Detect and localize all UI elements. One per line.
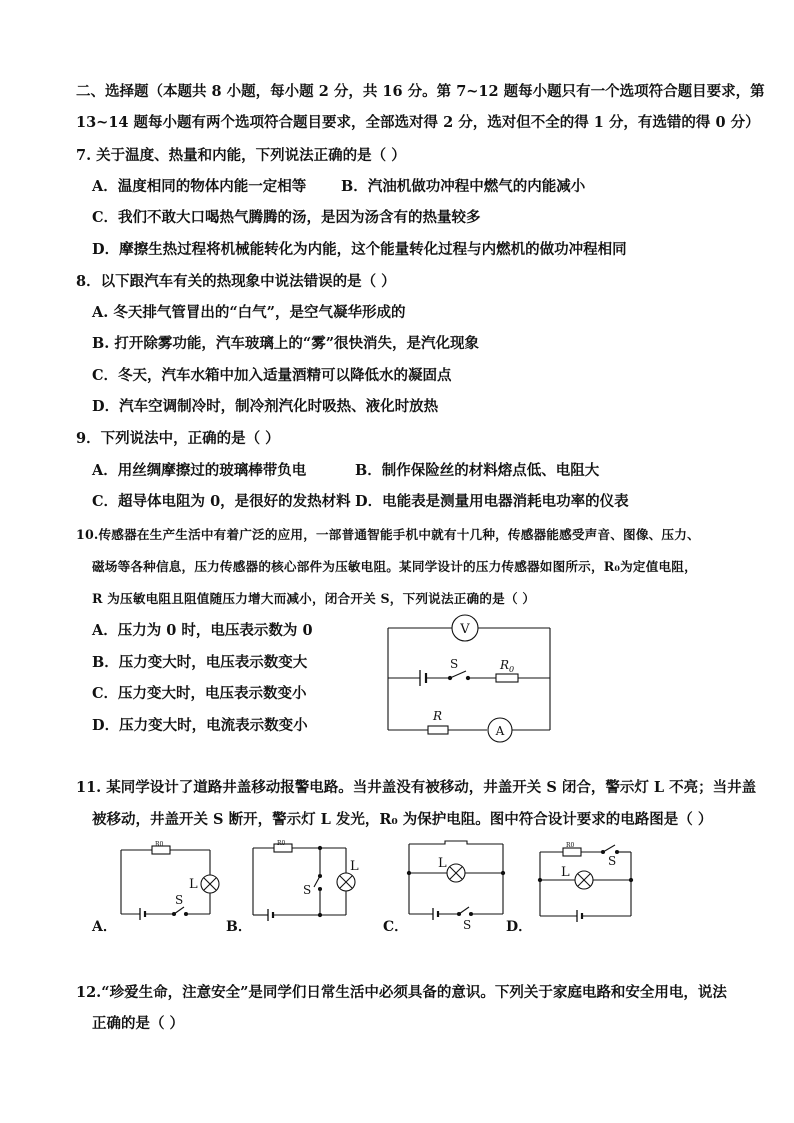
- section-header-line-2: 13~14 题每小题有两个选项符合题目要求，全部选对得 2 分，选对但不全的得 1 分，有选错的得 0 分）: [76, 114, 760, 131]
- switch-label: S: [450, 657, 459, 671]
- switch-label: S: [175, 893, 184, 907]
- ammeter-label: A: [495, 724, 505, 738]
- q9-option-b: B．制作保险丝的材料熔点低、电阻大: [355, 462, 600, 479]
- q7-option-b: B．汽油机做功冲程中燃气的内能减小: [341, 178, 586, 195]
- switch-label: S: [463, 918, 472, 932]
- q10-circuit-diagram: [380, 612, 560, 742]
- q12-stem-line-1: 12.“珍爱生命，注意安全”是同学们日常生活中必须具备的意识。下列关于家庭电路和安全用电，说法: [76, 984, 727, 1001]
- q11-option-b-label: B．: [226, 919, 252, 935]
- switch-icon: [459, 907, 469, 914]
- q11-circuit-c: [405, 840, 515, 930]
- q10-stem-line-2: 磁场等各种信息，压力传感器的核心部件为压敏电阻。某同学设计的压力传感器如图所示，R₀为定值电阻，: [92, 559, 697, 574]
- q11-stem-line-2: 被移动，井盖开关 S 断开，警示灯 L 发光，R₀ 为保护电阻。图中符合设计要求的电路图是（ ）: [92, 811, 713, 828]
- lamp-label: L: [561, 865, 570, 880]
- switch-label: S: [608, 854, 617, 868]
- r0-subscript: 0: [509, 665, 515, 674]
- switch-icon: [450, 671, 466, 678]
- q10-option-d: D．压力变大时，电流表示数变小: [92, 717, 308, 734]
- q7-stem: 7. 关于温度、热量和内能，下列说法正确的是（ ）: [76, 147, 406, 164]
- resistor-r-icon: [428, 726, 448, 734]
- r0-label: R: [500, 658, 510, 672]
- lamp-label: L: [350, 859, 359, 874]
- q11-option-c-label: C．: [383, 919, 409, 935]
- section-header-line-1: 二、选择题（本题共 8 小题，每小题 2 分，共 16 分。第 7~12 题每小题只有一个选项符合题目要求，第: [76, 83, 765, 100]
- q7-option-c: C．我们不敢大口喝热气腾腾的汤，是因为汤含有的热量较多: [92, 209, 481, 226]
- q9-option-c: C．超导体电阻为 0，是很好的发热材料: [92, 493, 351, 510]
- q10-option-b: B．压力变大时，电压表示数变大: [92, 654, 308, 671]
- resistor-r0-icon: [496, 674, 518, 682]
- switch-icon: [603, 845, 615, 852]
- r-label: R: [433, 709, 443, 723]
- lamp-label: L: [189, 877, 198, 892]
- q9-option-d: D．电能表是测量用电器消耗电功率的仪表: [355, 493, 629, 510]
- svg-text:R0: [499, 658, 514, 674]
- lamp-label: L: [438, 856, 447, 871]
- q10-stem-line-3: R 为压敏电阻且阻值随压力增大而减小，闭合开关 S，下列说法正确的是（ ）: [92, 591, 536, 606]
- q8-option-d: D．汽车空调制冷时，制冷剂汽化时吸热、液化时放热: [92, 398, 439, 415]
- switch-icon: [174, 907, 184, 914]
- q8-option-a: A. 冬天排气管冒出的“白气”，是空气凝华形成的: [92, 304, 406, 321]
- q10-option-c: C．压力变大时，电压表示数变小: [92, 685, 307, 702]
- q9-option-a: A．用丝绸摩擦过的玻璃棒带负电: [92, 462, 307, 479]
- q10-stem-line-1: 10.传感器在生产生活中有着广泛的应用，一部普通智能手机中就有十几种，传感器能感受声音、图像、压力、: [76, 527, 700, 542]
- q11-option-d-label: D．: [506, 919, 533, 935]
- r0-label: R0: [155, 841, 164, 848]
- q10-option-a: A．压力为 0 时，电压表示数为 0: [92, 622, 313, 639]
- q11-option-a-label: A．: [92, 919, 117, 935]
- q11-circuit-d: [537, 840, 637, 925]
- q8-option-b: B. 打开除雾功能，汽车玻璃上的“雾”很快消失，是汽化现象: [92, 335, 480, 352]
- q8-option-c: C．冬天，汽车水箱中加入适量酒精可以降低水的凝固点: [92, 367, 452, 384]
- q7-option-d: D．摩擦生热过程将机械能转化为内能，这个能量转化过程与内燃机的做功冲程相同: [92, 241, 627, 258]
- q11-circuit-b: [250, 842, 365, 922]
- switch-label: S: [303, 883, 312, 897]
- r0-label: R0: [566, 842, 575, 849]
- voltmeter-label: V: [460, 622, 470, 637]
- q12-stem-line-2: 正确的是（ ）: [92, 1015, 185, 1032]
- q11-circuit-a: [118, 842, 218, 922]
- r0-label: R0: [277, 840, 286, 847]
- q7-option-a: A．温度相同的物体内能一定相等: [92, 178, 307, 195]
- switch-icon: [314, 876, 320, 887]
- q9-stem: 9．下列说法中，正确的是（ ）: [76, 430, 280, 447]
- q11-stem-line-1: 11. 某同学设计了道路井盖移动报警电路。当井盖没有被移动，井盖开关 S 闭合，警示灯 L 不亮；当井盖: [76, 779, 757, 796]
- q8-stem: 8．以下跟汽车有关的热现象中说法错误的是（ ）: [76, 273, 396, 290]
